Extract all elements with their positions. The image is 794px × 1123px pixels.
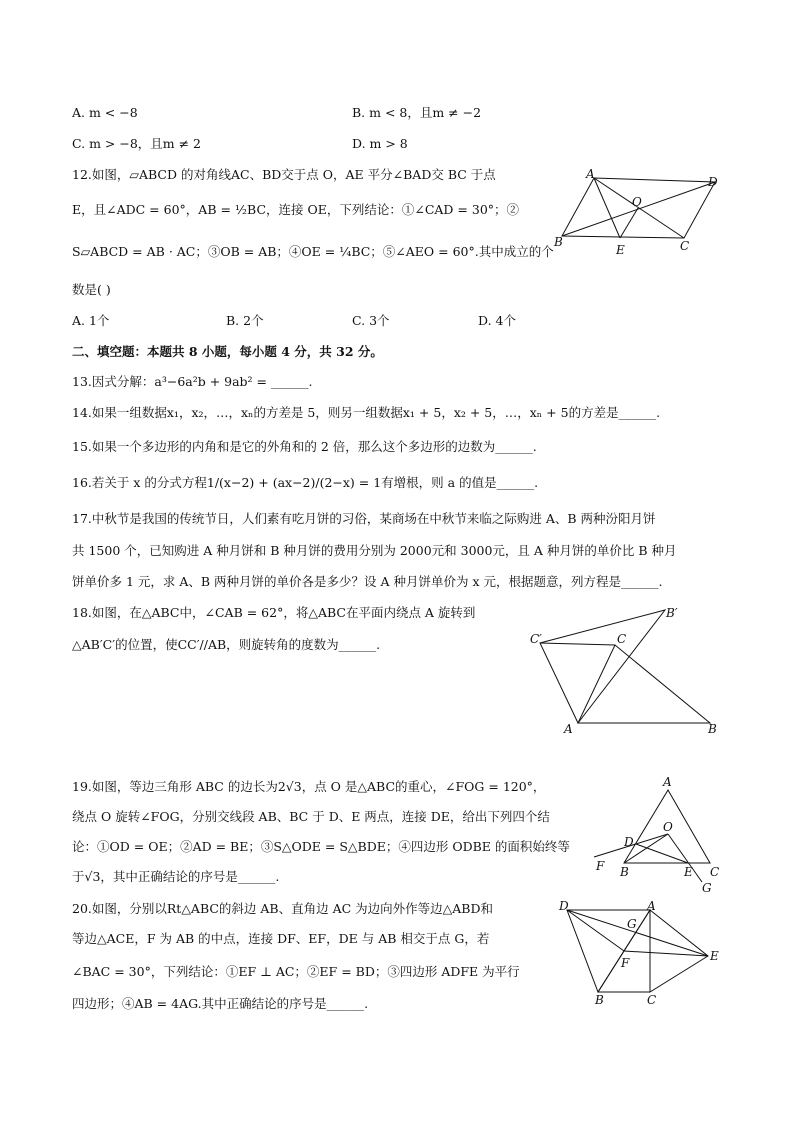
q12-option-a: A. 1个 — [72, 313, 110, 328]
q12-label-c: C — [680, 239, 690, 253]
q11-option-b: B. m < 8，且m ≠ −2 — [352, 105, 482, 120]
q19-segment-de — [636, 844, 688, 863]
q19-label-a: A — [663, 775, 672, 789]
q12-label-b: B — [554, 235, 563, 249]
q18-triangle-ab1c1 — [540, 610, 665, 723]
q19-line-3: 论：①OD = OE；②AD = BE；③S△ODE = S△BDE；④四边形 ODBE 的面积始终等 — [72, 839, 570, 854]
q19-label-o: O — [663, 820, 673, 834]
q12-label-e: E — [616, 243, 625, 257]
q14-text: 14.如果一组数据x₁，x₂，…，xₙ的方差是 5，则另一组数据x₁ + 5，x₂ + 5，…，xₙ + 5的方差是______. — [72, 405, 661, 420]
q18-label-c-prime: C′ — [530, 632, 542, 646]
q19-label-b: B — [620, 865, 629, 879]
q12-parallelogram-figure — [550, 168, 730, 260]
q12-label-d: D — [708, 175, 718, 189]
q18-segment-cc1 — [540, 643, 615, 645]
q19-line-1: 19.如图，等边三角形 ABC 的边长为2√3，点 O 是△ABC的重心，∠FOG = 120°， — [72, 779, 546, 794]
q18-label-b: B — [708, 722, 717, 736]
q12-diagonal-bd — [562, 182, 715, 236]
q18-triangle-abc — [578, 645, 710, 723]
q18-line-2: △AB′C′的位置，使CC′//AB，则旋转角的度数为______. — [72, 637, 381, 652]
section-2-heading: 二、填空题：本题共 8 小题，每小题 4 分，共 32 分。 — [72, 344, 383, 359]
q12-line-3: S▱ABCD = AB · AC；③OB = AB；④OE = ¼BC；⑤∠AEO = 60°.其中成立的个 — [72, 244, 554, 259]
q19-triangle-figure — [590, 772, 730, 896]
q19-label-f: F — [596, 859, 605, 873]
q18-label-c: C — [617, 632, 627, 646]
q15-text: 15.如果一个多边形的内角和是它的外角和的 2 倍，那么这个多边形的边数为______. — [72, 439, 537, 454]
q16-text: 16.若关于 x 的分式方程1/(x−2) + (ax−2)/(2−x) = 1有增根，则 a 的值是______. — [72, 475, 539, 490]
q18-line-1: 18.如图，在△ABC中，∠CAB = 62°，将△ABC在平面内绕点 A 旋转到 — [72, 605, 476, 620]
q12-label-a: A — [586, 167, 595, 181]
q20-label-a: A — [647, 899, 656, 913]
q17-line-2: 共 1500 个，已知购进 A 种月饼和 B 种月饼的费用分别为 2000元和 3000元，且 A 种月饼的单价比 B 种月 — [72, 543, 677, 558]
q20-line-2: 等边△ACE，F 为 AB 的中点，连接 DF、EF，DE 与 AB 相交于点 G，若 — [72, 931, 490, 946]
q19-label-e: E — [684, 865, 693, 879]
q12-option-b: B. 2个 — [226, 313, 264, 328]
q18-rotation-figure — [520, 605, 730, 736]
q20-triangle-ace — [650, 910, 708, 992]
q12-line-4: 数是( ) — [72, 282, 111, 297]
q17-line-1: 17.中秋节是我国的传统节日，人们素有吃月饼的习俗，某商场在中秋节来临之际购进 A、B 两种汾阳月饼 — [72, 511, 656, 526]
q20-segment-de — [567, 910, 708, 956]
q18-label-a: A — [564, 722, 573, 736]
q20-label-f: F — [621, 956, 630, 970]
q19-line-4: 于√3，其中正确结论的序号是______. — [72, 869, 280, 884]
q11-option-d: D. m > 8 — [352, 136, 408, 151]
q12-label-o: O — [632, 195, 642, 209]
q20-line-1: 20.如图，分别以Rt△ABC的斜边 AB、直角边 AC 为边向外作等边△ABD和 — [72, 901, 494, 916]
q19-line-2: 绕点 O 旋转∠FOG，分别交线段 AB、BC 于 D、E 两点，连接 DE，给出下列四个结 — [72, 809, 550, 824]
q20-segment-df — [567, 910, 624, 951]
q11-option-c: C. m > −8，且m ≠ 2 — [72, 136, 201, 151]
q11-option-a: A. m < −8 — [72, 105, 138, 120]
q12-option-d: D. 4个 — [478, 313, 516, 328]
q12-option-c: C. 3个 — [352, 313, 390, 328]
q20-label-g: G — [627, 917, 637, 931]
q20-line-4: 四边形；④AB = 4AG.其中正确结论的序号是______. — [72, 996, 369, 1011]
q13-text: 13.因式分解：a³−6a²b + 9ab² = ______. — [72, 374, 313, 389]
q20-label-c: C — [647, 993, 657, 1007]
q20-line-3: ∠BAC = 30°，下列结论：①EF ⊥ AC；②EF = BD；③四边形 ADFE 为平行 — [72, 964, 520, 979]
q20-label-d: D — [559, 899, 569, 913]
q20-triangle-abd — [567, 910, 650, 992]
q19-label-d: D — [624, 835, 634, 849]
q20-equilateral-figure — [555, 898, 735, 1010]
q19-label-g: G — [702, 881, 712, 895]
q20-label-e: E — [710, 949, 719, 963]
q12-line-2: E，且∠ADC = 60°，AB = ½BC，连接 OE，下列结论：①∠CAD = 30°；② — [72, 202, 520, 217]
q20-label-b: B — [595, 993, 604, 1007]
q19-label-c: C — [710, 865, 720, 879]
q17-line-3: 饼单价多 1 元，求 A、B 两种月饼的单价各是多少？设 A 种月饼单价为 x 元，根据题意，列方程是______. — [72, 574, 663, 589]
q18-label-b-prime: B′ — [666, 606, 678, 620]
q12-line-1: 12.如图，▱ABCD 的对角线AC、BD交于点 O，AE 平分∠BAD交 BC 于点 — [72, 167, 496, 182]
